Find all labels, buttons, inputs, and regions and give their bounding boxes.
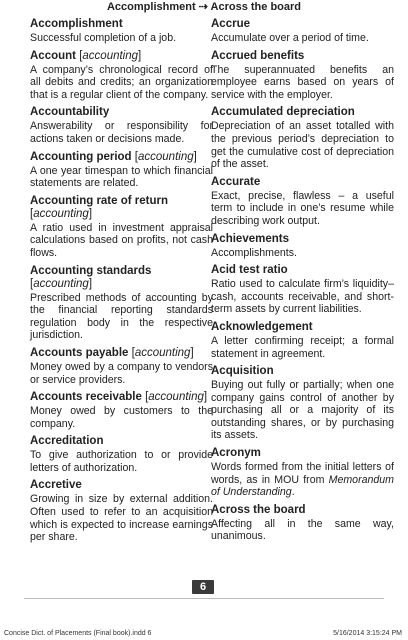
entry-definition: Money owed by customers to the company. [30, 405, 213, 430]
entry-accrue [211, 18, 394, 45]
entry-term: Accounts payable [accounting] [30, 346, 194, 359]
entry-definition: Accomplishments. [211, 246, 297, 259]
entry-definition: Growing in size by external addition. Often used to refer to an acquisition which is expected to increase earnings per share. [30, 493, 213, 544]
entry-tag: accounting [33, 277, 89, 290]
page-number-badge: 6 [192, 580, 214, 594]
entry-definition: A company’s chronological record of all debits and credits; an organization that is a regular client of the company. [30, 63, 213, 101]
entry-definition: Words formed from the initial letters of words, as in MOU from Memorandum of Understanding. [211, 461, 394, 499]
entry-accreditation [30, 435, 213, 474]
entry-accounts-receivable [30, 391, 213, 430]
entry-term: Acknowledgement [211, 320, 313, 333]
footer-filename: Concise Dict. of Placements (Final book).indd 6 [4, 630, 152, 637]
entry-definition: A one year timespan to which financial statements are related. [30, 164, 213, 190]
entry-term: Accounting standards [accounting] [30, 264, 152, 290]
entry-accumulated-depreciation [211, 106, 394, 170]
entry-definition: Prescribed methods of accounting by the financial reporting standards regulation body in the respective jurisdiction. [30, 291, 213, 342]
entry-term: Acquisition [211, 365, 274, 378]
entry-accounting-rate-of-return [30, 195, 213, 260]
entry-term: Across the board [211, 503, 306, 516]
entry-definition: Accumulate over a period of time. [211, 32, 369, 44]
entry-definition: Ratio used to calculate firm’s liquidity–cash, accounts receivable, and short-term assets by current liabilities. [211, 278, 394, 316]
entry-term: Accounting rate of return [accounting] [30, 194, 169, 220]
entry-acid-test-ratio [211, 264, 394, 316]
entry-term: Accreditation [30, 435, 104, 448]
entry-term: Accounts receivable [accounting] [30, 391, 208, 404]
entry-definition: Exact, precise, flawless – a useful term to include in one’s resume while describing work output. [211, 189, 394, 227]
entry-term: Accumulated depreciation [211, 106, 355, 119]
entry-term: Acid test ratio [211, 264, 288, 277]
entry-tag: accounting [82, 49, 139, 62]
entry-tag: accounting [134, 346, 191, 359]
entry-definition: Buying out fully or partially; when one company gains control of another by purchasing all or a majority of its outstanding shares, or by purchasing its assets. [211, 379, 394, 442]
entry-definition: Money owed by a company to vendors or service providers. [30, 360, 213, 386]
entry-term: Accomplishment [30, 18, 123, 30]
entry-accrued-benefits [211, 50, 394, 102]
entry-acknowledgement [211, 321, 394, 360]
entry-achievements [211, 233, 394, 260]
entry-term: Achievements [211, 232, 289, 245]
entry-accurate [211, 176, 394, 228]
entry-account [30, 50, 213, 102]
entry-tag: accounting [33, 207, 89, 220]
entry-acronym [211, 447, 394, 499]
entry-term: Accounting period [accounting] [30, 150, 197, 163]
entry-acquisition [211, 365, 394, 442]
footer-divider [24, 598, 384, 599]
entry-accounts-payable [30, 347, 213, 386]
entry-definition: Depreciation of an asset totalled with the previous period’s depreciation to get the cumulative cost of depreciation of the asset. [211, 120, 394, 171]
entry-across-the-board [211, 504, 394, 543]
right-column [211, 18, 394, 548]
entry-term: Account [accounting] [30, 49, 142, 62]
footer-timestamp: 5/16/2014 3:15:24 PM [333, 630, 402, 637]
entry-definition: Successful completion of a job. [30, 32, 177, 44]
entry-definition: Affecting all in the same way, unanimous. [211, 517, 394, 543]
left-column [30, 18, 213, 549]
entry-definition: Answerability or responsibility for actions taken or decisions made. [30, 120, 213, 145]
entry-accomplishment [30, 18, 213, 45]
entry-accounting-period [30, 151, 213, 190]
entry-term: Accretive [30, 479, 82, 492]
entry-term: Accrue [211, 18, 250, 30]
running-header: Accomplishment ⇢ Across the board [106, 1, 301, 13]
entry-term: Accrued benefits [211, 49, 305, 62]
entry-term: Accountability [30, 106, 110, 119]
entry-accretive [30, 479, 213, 543]
entry-tag: accounting [148, 391, 204, 404]
entry-definition: To give authorization to or provide letters of authorization. [30, 449, 213, 474]
italic-phrase: Memorandum of Understanding [211, 473, 394, 499]
entry-definition: A ratio used in investment appraisal calculations based on profits, not cash flows. [30, 221, 213, 259]
entry-accountability [30, 106, 213, 145]
entry-definition: The superannuated benefits an employee earns based on years of service with the employer. [211, 63, 394, 101]
entry-tag: accounting [138, 150, 194, 163]
entry-term: Acronym [211, 447, 261, 460]
entry-definition: A letter confirming receipt; a formal statement in agreement. [211, 334, 394, 360]
entry-accounting-standards [30, 265, 213, 342]
entry-term: Accurate [211, 175, 261, 188]
